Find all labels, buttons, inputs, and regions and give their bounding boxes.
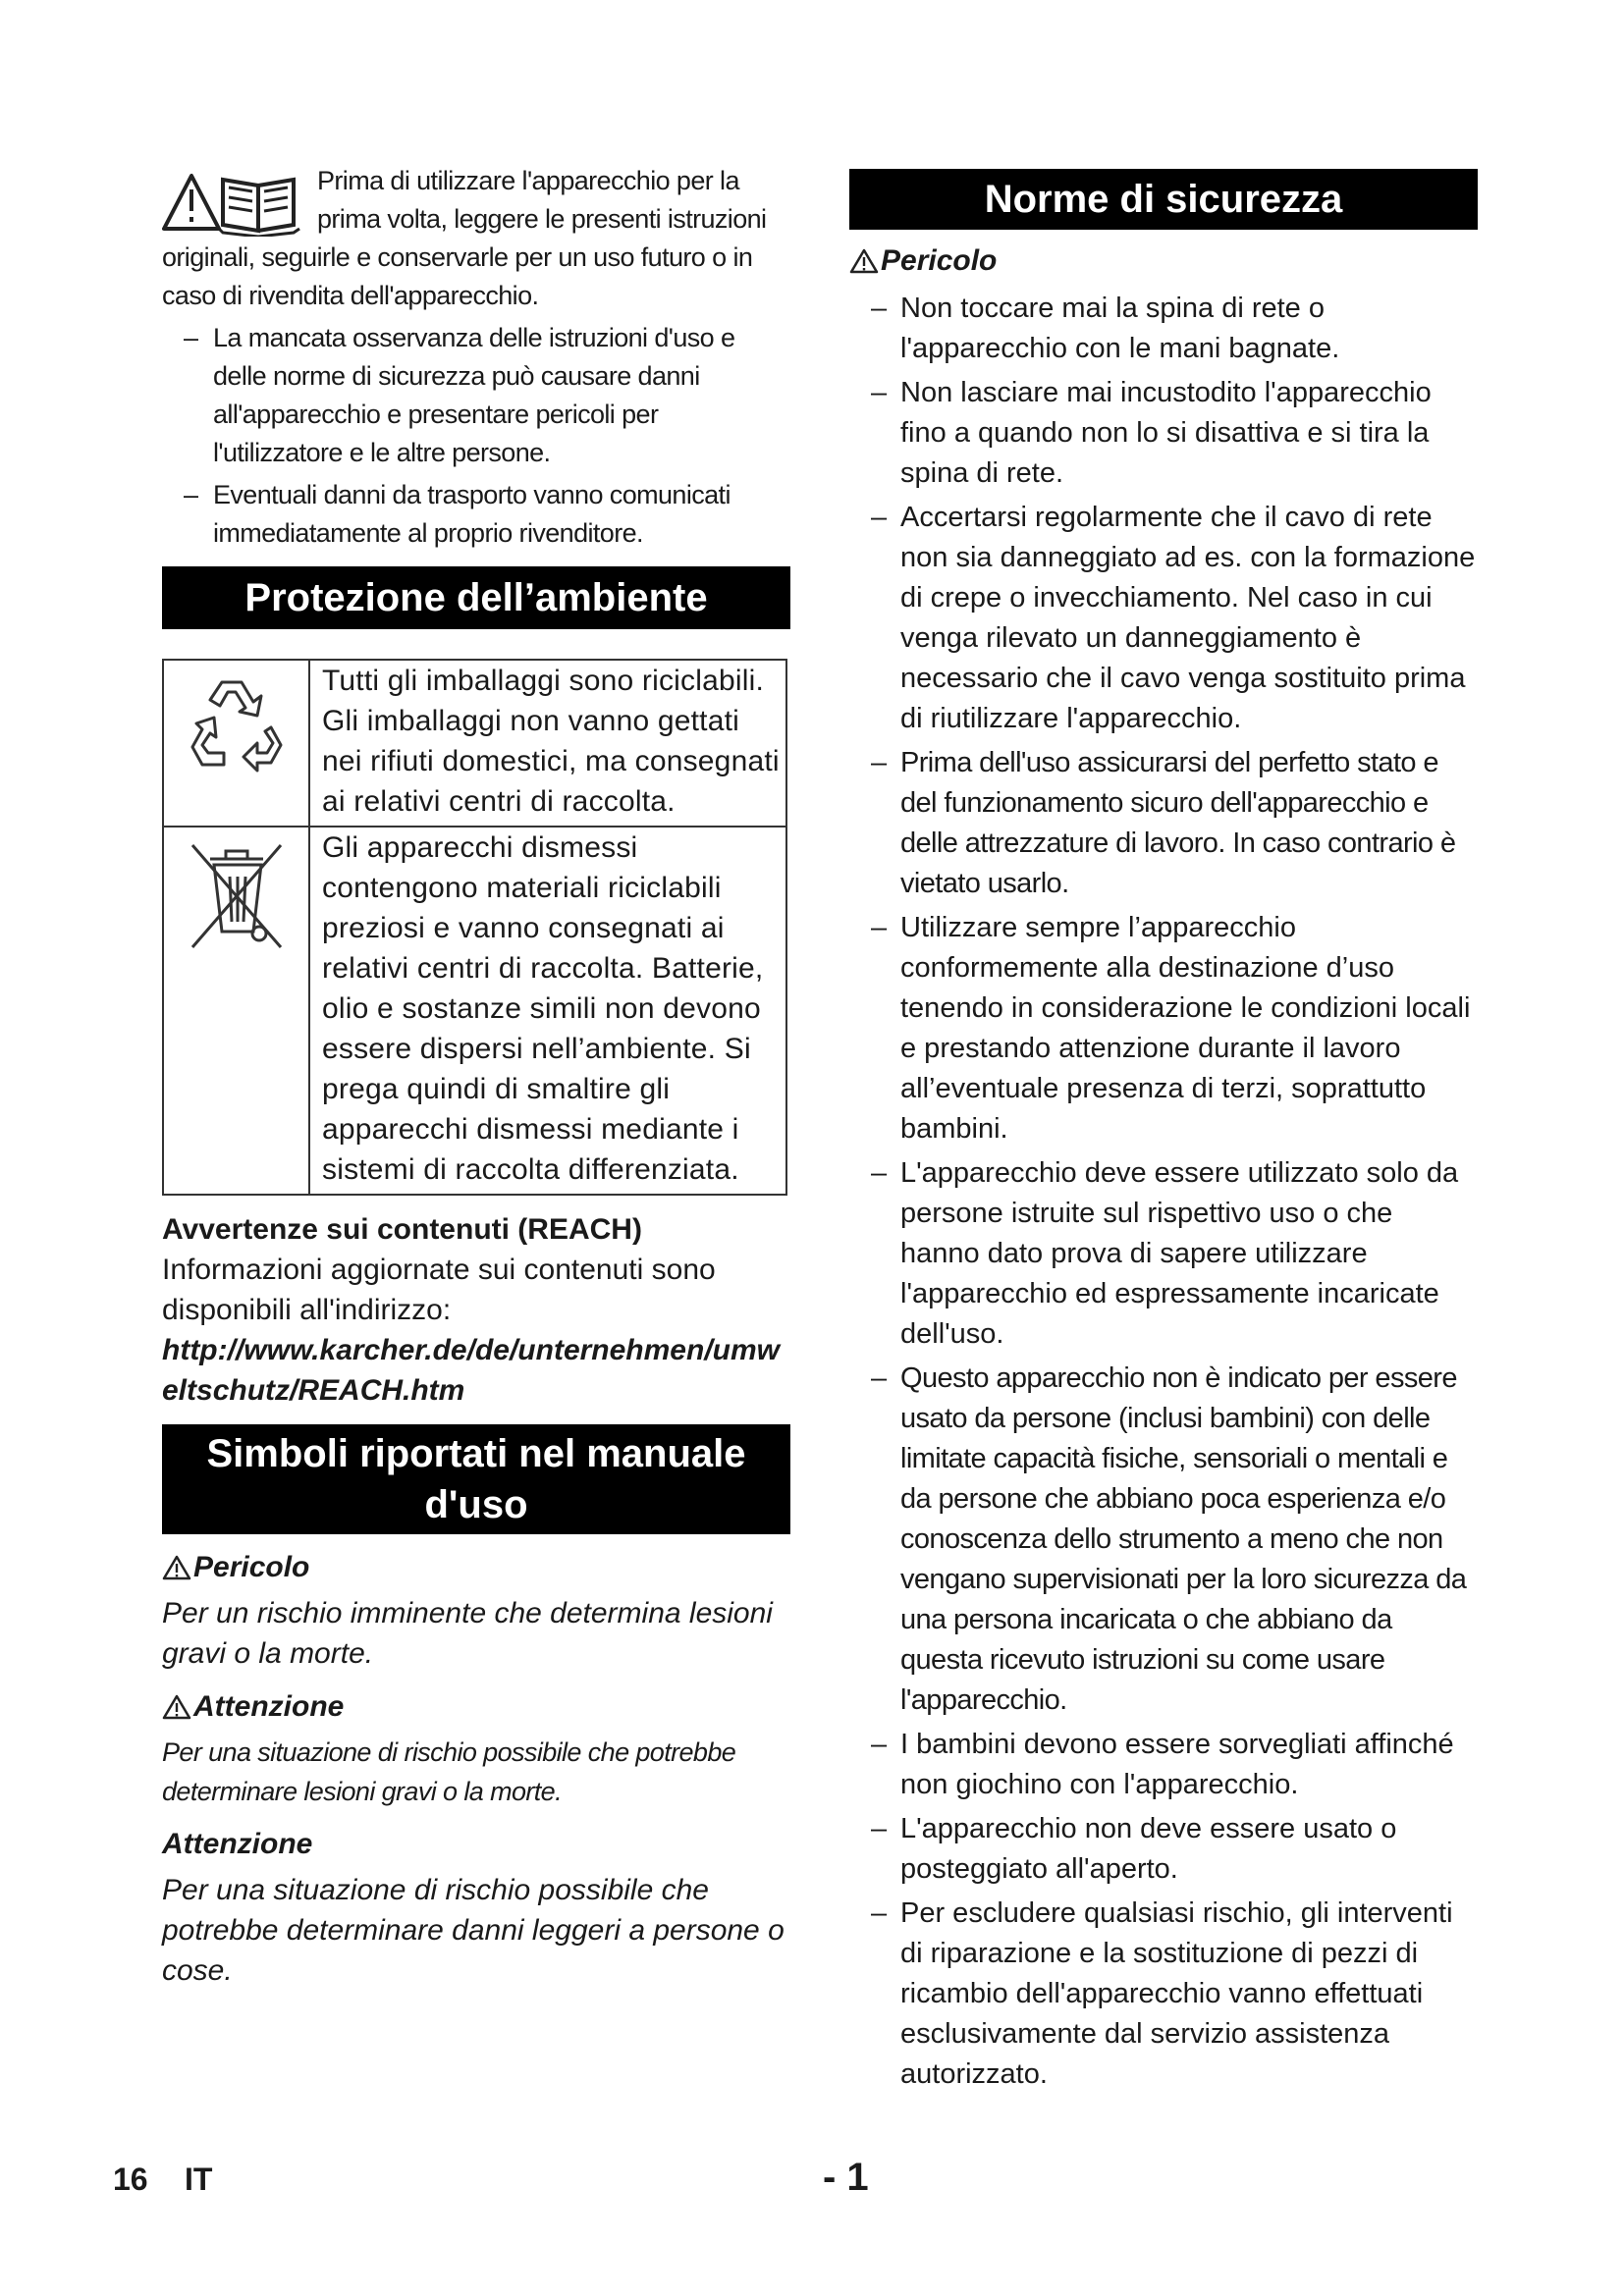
bin-text: Gli apparecchi dismessi contengono materiali riciclabili preziosi e vanno consegnati ai relativi centri di raccolta. Batterie, olio e sostanze simili non devono essere dispersi nell’ambiente. Si prega quindi di smaltire gli apparecchi dismessi mediante i sistemi di raccolta differenziata. [309, 827, 786, 1195]
reach-link[interactable]: http://www.karcher.de/de/unternehmen/umweltschutz/REACH.htm [162, 1334, 780, 1407]
list-item: – Per escludere qualsiasi rischio, gli interventi di riparazione e la sostituzione di pezzi di ricambio dell'apparecchio vanno effettuati esclusivamente dal servizio assistenza autorizzato. [871, 1897, 1453, 2090]
list-item: – Non lasciare mai incustodito l'apparecchio fino a quando non lo si disattiva e si tira la spina di rete. [871, 377, 1432, 489]
table-row [163, 660, 786, 827]
list-item: – L'apparecchio deve essere utilizzato solo da persone istruite sul rispettivo uso o che hanno dato prova di sapere utilizzare l'apparecchio ed espressamente incaricate dell'uso. [871, 1157, 1459, 1350]
recycle-icon [183, 670, 291, 778]
table-row [163, 827, 786, 1195]
signal-title-danger: Pericolo [162, 1548, 790, 1587]
signal-text-warning: Per una situazione di rischio possibile che potrebbe determinare lesioni gravi o la morte. [162, 1737, 736, 1806]
signal-text-caution: Per una situazione di rischio possibile che potrebbe determinare danni leggeri a persone o cose. [162, 1874, 785, 1987]
safety-heading: Norme di sicurezza [849, 169, 1478, 230]
page-language: IT [185, 2162, 213, 2197]
warning-icon [162, 1555, 191, 1580]
intro-text: Prima di utilizzare l'apparecchio per la prima volta, leggere le presenti istruzioni originali, seguirle e conservarle per un uso futuro o in caso di rivendita dell'apparecchio. [162, 166, 767, 310]
right-column [849, 169, 1478, 2099]
page-mark: - 1 [823, 2156, 869, 2199]
crossed-bin-icon [183, 837, 291, 955]
list-item: – L'apparecchio non deve essere usato o posteggiato all'aperto. [871, 1813, 1397, 1885]
list-item: – I bambini devono essere sorvegliati affinché non giochino con l'apparecchio. [871, 1729, 1454, 1800]
symbols-heading: Simboli riportati nel manuale d'uso [162, 1424, 790, 1534]
list-item: – Prima dell'uso assicurarsi del perfetto stato e del funzionamento sicuro dell'apparecchio e delle attrezzature di lavoro. In caso contrario è vietato usarlo. [871, 747, 1456, 899]
reach-block [162, 1209, 790, 1411]
list-item: – Questo apparecchio non è indicato per essere usato da persone (inclusi bambini) con delle limitate capacità fisiche, sensoriali o mentali e da persone che abbiano poca esperienza e/o conoscenza dello strumento a meno che non vengano supervisionati per la loro sicurezza da una persona incaricata o che abbiano da questa ricevuto istruzioni su come usare l'apparecchio. [871, 1362, 1467, 1716]
signal-title-warning: Attenzione [162, 1687, 790, 1727]
environment-heading: Protezione dell’ambiente [162, 566, 790, 629]
recycle-text: Tutti gli imballaggi sono riciclabili. Gli imballaggi non vanno gettati nei rifiuti domestici, ma consegnati ai relativi centri di raccolta. [309, 660, 786, 827]
intro-bullet: – Eventuali danni da trasporto vanno comunicati immediatamente al proprio rivenditore. [184, 480, 731, 548]
safety-list [849, 289, 1478, 2095]
list-item: – Utilizzare sempre l’apparecchio conformemente alla destinazione d’uso tenendo in considerazione le condizioni locali e prestando attenzione durante il lavoro all’eventuale presenza di terzi, soprattutto bambini. [871, 912, 1471, 1145]
list-item: – Accertarsi regolarmente che il cavo di rete non sia danneggiato ad es. con la formazione di crepe o invecchiamento. Nel caso in cui venga rilevato un danneggiamento è necessario che il cavo venga sostituito prima di riutilizzare l'apparecchio. [871, 502, 1476, 734]
warning-icon [162, 1694, 191, 1720]
intro-block [162, 162, 790, 553]
signal-title-caution: Attenzione [162, 1828, 313, 1860]
safety-danger-title: Pericolo [849, 241, 1478, 281]
warning-manual-icon [162, 168, 307, 237]
signal-text-danger: Per un rischio imminente che determina lesioni gravi o la morte. [162, 1597, 773, 1670]
reach-title: Avvertenze sui contenuti (REACH) [162, 1213, 642, 1246]
recycle-cell [163, 660, 309, 827]
intro-bullet: – La mancata osservanza delle istruzioni d'uso e delle norme di sicurezza può causare danni all'apparecchio e presentare pericoli per l'utilizzatore e le altre persone. [184, 323, 735, 467]
page-number: 16 [113, 2162, 148, 2197]
left-column [162, 162, 790, 1991]
environment-table [162, 659, 787, 1196]
warning-icon [849, 248, 879, 274]
bin-cell [163, 827, 309, 1195]
list-item: – Non toccare mai la spina di rete o l'apparecchio con le mani bagnate. [871, 293, 1340, 364]
reach-text: Informazioni aggiornate sui contenuti sono disponibili all'indirizzo: [162, 1254, 716, 1326]
